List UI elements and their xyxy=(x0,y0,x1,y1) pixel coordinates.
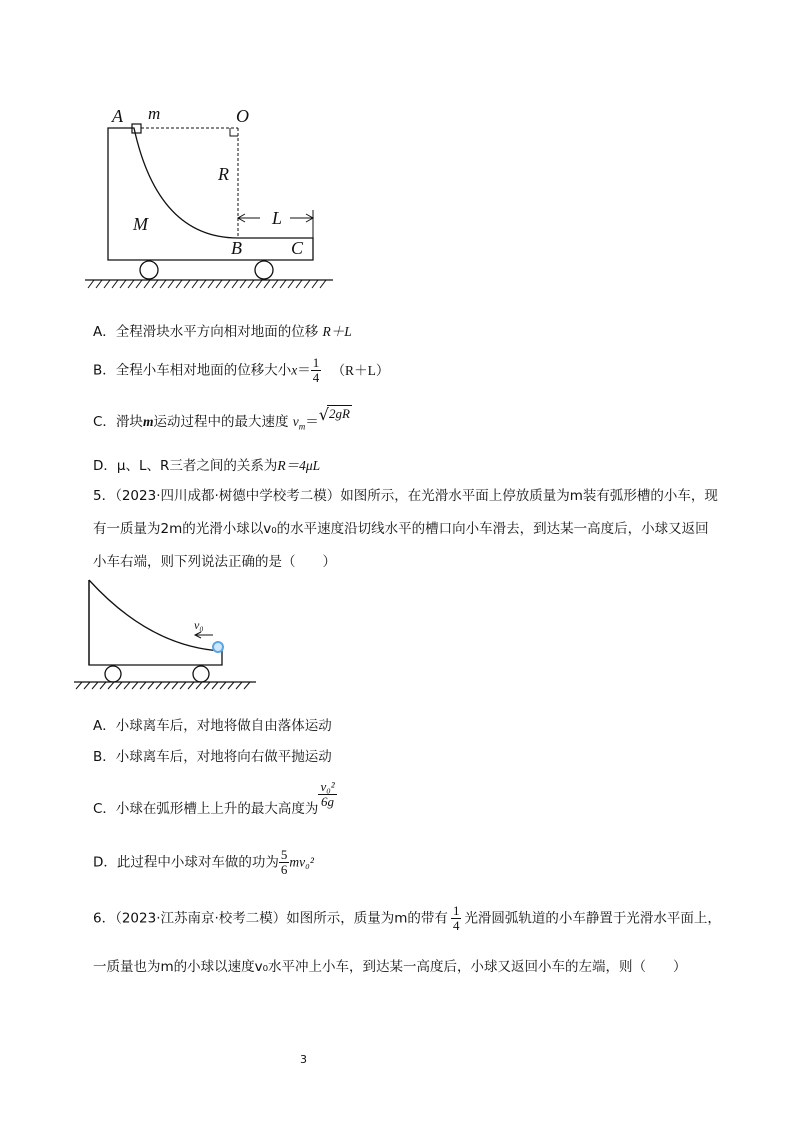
q5-option-d: D．此过程中小球对车做的功为 $\frac{5}{6}$ mv₀² xyxy=(93,847,314,877)
fig1-label-o: O xyxy=(236,106,249,126)
q4-option-d: D．μ、L、R三者之间的关系为R＝4μL xyxy=(93,458,321,474)
figure-cart-curved-slot xyxy=(70,575,260,695)
q6-stem-line1: 6．（2023·江苏南京·校考二模）如图所示，质量为m的带有 $\frac{1}{4}$ 光滑圆弧轨道的小车静置于光滑水平面上， xyxy=(93,903,721,933)
q5-stem-line1: 5．（2023·四川成都·树德中学校考二模）如图所示，在光滑水平面上停放质量为m装有弧形槽的小车，现 xyxy=(93,488,718,504)
q5-option-a: A．小球离车后，对地将做自由落体运动 xyxy=(93,718,332,734)
fig1-label-m: m xyxy=(148,104,161,123)
q5-option-c: C．小球在弧形槽上上升的最大高度为 $\frac{\text{v₀²}}{6g}$ xyxy=(93,779,335,817)
fig1-label-r: R xyxy=(218,164,229,184)
fig2-label-v0: v₀ xyxy=(194,618,204,632)
sqrt-icon: √ xyxy=(318,405,329,424)
fig1-label-big-m: M xyxy=(133,214,148,234)
q4-option-a: A．全程滑块水平方向相对地面的位移 R＋L xyxy=(93,324,352,340)
fig1-label-b: B xyxy=(231,238,242,258)
q4-option-b: B．全程小车相对地面的位移大小x＝ $\frac{1}{4}$ （R＋L） xyxy=(93,355,390,385)
figure-cart-quarter-circle xyxy=(80,100,340,300)
fraction-one-quarter: $\frac{1}{4}$ xyxy=(312,355,320,385)
fraction-five-sixths: $\frac{5}{6}$ xyxy=(280,847,288,877)
q6-stem-line2: 一质量也为m的小球以速度v₀水平冲上小车，到达某一高度后，小球又返回小车的左端，则（ ） xyxy=(93,959,687,975)
fig1-label-c: C xyxy=(291,238,304,258)
q5-stem-line3: 小车右端，则下列说法正确的是（ ） xyxy=(93,554,336,570)
fraction-one-quarter-q6: $\frac{1}{4}$ xyxy=(452,903,460,933)
q5-option-b: B．小球离车后，对地将向右做平抛运动 xyxy=(93,749,332,765)
fraction-v0-squared-over-6g: $\frac{\text{v₀²}}{6g}$ xyxy=(320,779,335,809)
q4-option-c: C．滑块m运动过程中的最大速度 $v_m=√2gR$ xyxy=(93,405,350,432)
page-number: 3 xyxy=(300,1053,307,1066)
fig1-label-l: L xyxy=(272,208,283,228)
q5-stem-line2: 有一质量为2m的光滑小球以v₀的水平速度沿切线水平的槽口向小车滑去，到达某一高度后，小球又返回 xyxy=(93,521,709,537)
fig1-label-a: A xyxy=(112,106,123,126)
